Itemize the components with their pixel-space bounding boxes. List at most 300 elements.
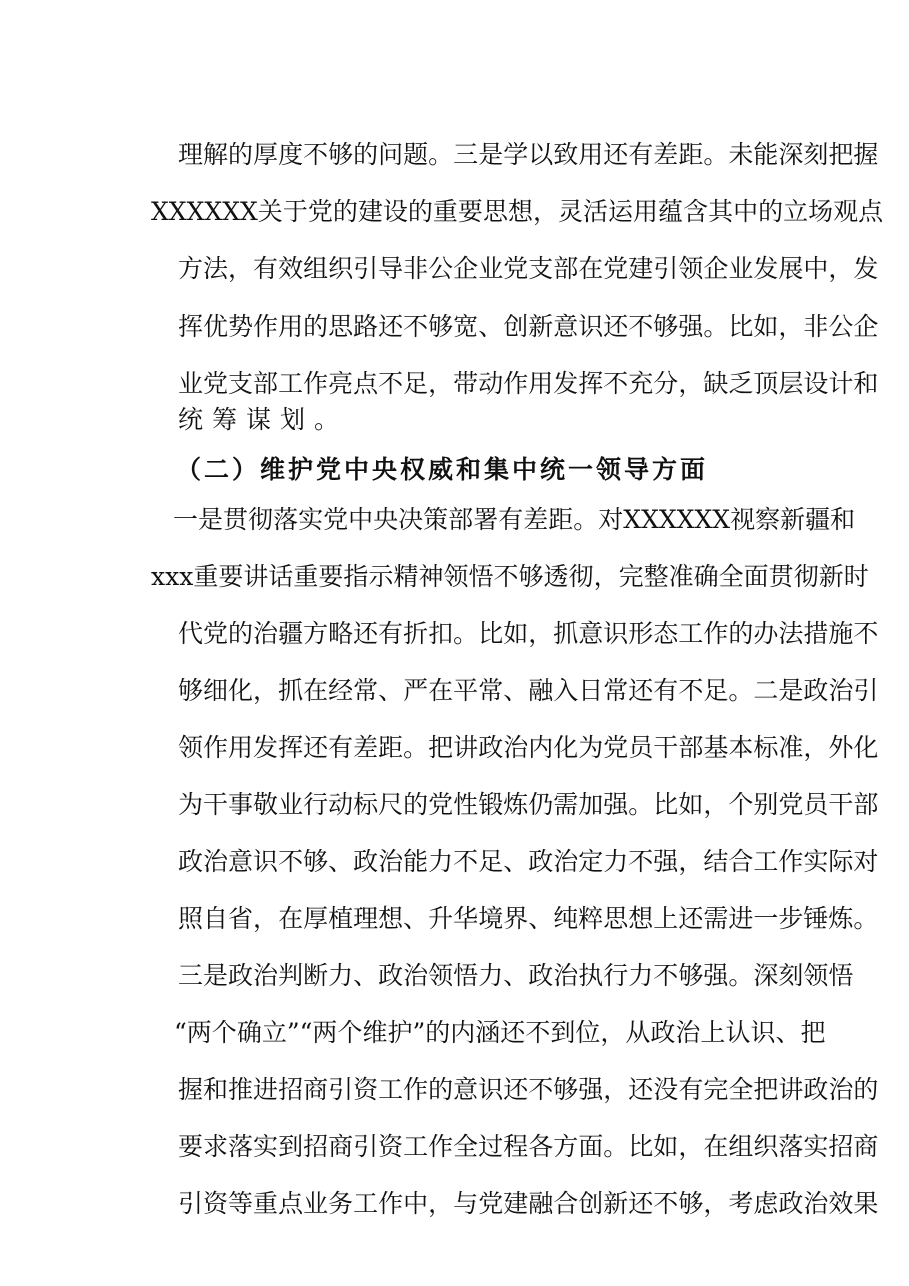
line-glyph: 业 (278, 790, 304, 819)
line-glyph: 施 (828, 619, 854, 648)
line-glyph: 整 (643, 562, 669, 591)
line-glyph: 业 (303, 1189, 329, 1218)
line-glyph: 一 (173, 505, 199, 534)
line-glyph: 商 (853, 1132, 879, 1161)
line-glyph: 要 (457, 197, 483, 226)
line-glyph: 入 (553, 676, 579, 705)
line-glyph: 点 (353, 369, 379, 398)
line-glyph: 深 (778, 140, 804, 169)
line-glyph: 治 (553, 847, 579, 876)
line-glyph: 为 (578, 733, 604, 762)
line-glyph: 部 (448, 505, 474, 534)
line-glyph: 折 (403, 619, 429, 648)
line-glyph: 到 (278, 1132, 304, 1161)
line-glyph: 疆 (278, 619, 304, 648)
line-glyph: 落 (228, 1132, 254, 1161)
line-glyph: 到 (550, 1018, 576, 1047)
line-glyph: 资 (378, 1132, 404, 1161)
line-glyph: 展 (778, 254, 804, 283)
line-glyph: 常 (478, 676, 504, 705)
line-glyph: 。 (573, 505, 599, 534)
line-glyph: 建 (357, 197, 383, 226)
line-glyph: 贯 (768, 562, 794, 591)
line-glyph: 。 (703, 312, 729, 341)
line-glyph: ， (528, 619, 554, 648)
line-glyph: 业 (728, 254, 754, 283)
line-glyph: 的 (303, 312, 329, 341)
line-glyph: 在 (303, 676, 329, 705)
line-glyph: 招 (303, 1132, 329, 1161)
line-glyph: ， (828, 254, 854, 283)
line-glyph: 实 (253, 1132, 279, 1161)
line-glyph: 实 (803, 847, 829, 876)
line-glyph: 新 (528, 312, 554, 341)
line-glyph: 动 (478, 369, 504, 398)
line-glyph: 。 (603, 1132, 629, 1161)
line-glyph: 经 (328, 676, 354, 705)
line-glyph: 够 (178, 676, 204, 705)
line-glyph: 三 (453, 140, 479, 169)
line-glyph: 。 (453, 619, 479, 648)
line-glyph: 化 (553, 733, 579, 762)
line-glyph: 乏 (728, 369, 754, 398)
line-glyph: 够 (678, 961, 704, 990)
line-glyph: 锤 (803, 904, 829, 933)
line-glyph: 干 (828, 790, 854, 819)
line-glyph: 推 (228, 1075, 254, 1104)
line-glyph: 工 (753, 847, 779, 876)
line-glyph: 观 (833, 197, 859, 226)
line-glyph: 尺 (378, 790, 404, 819)
line-glyph: 支 (528, 254, 554, 283)
line-glyph: 创 (503, 312, 529, 341)
line-glyph: 有 (378, 619, 404, 648)
line-glyph: 不 (528, 1075, 554, 1104)
line-glyph: 有 (498, 505, 524, 534)
line-glyph: 与 (453, 1189, 479, 1218)
line-glyph: 政 (650, 1018, 676, 1047)
line-glyph: 还 (503, 1075, 529, 1104)
line-glyph: 思 (328, 312, 354, 341)
paragraph-line (178, 1072, 879, 1108)
line-glyph: 基 (703, 733, 729, 762)
paragraph-line (173, 502, 856, 538)
line-glyph: 非 (803, 312, 829, 341)
line-glyph: 、 (503, 847, 529, 876)
line-glyph: 领 (443, 562, 469, 591)
line-glyph: 、 (353, 961, 379, 990)
line-glyph: 还 (378, 312, 404, 341)
line-glyph: 结 (703, 847, 729, 876)
line-glyph: 不 (378, 369, 404, 398)
line-glyph: 领 (803, 961, 829, 990)
line-glyph: 分 (653, 369, 679, 398)
line-glyph: 政 (478, 733, 504, 762)
line-glyph: 果 (853, 1189, 879, 1218)
line-glyph: 中 (348, 505, 374, 534)
line-glyph: 够 (653, 312, 679, 341)
line-glyph: 有 (628, 140, 654, 169)
line-glyph: 政 (778, 1189, 804, 1218)
line-glyph: 强 (678, 312, 704, 341)
line-glyph: 方 (303, 619, 329, 648)
line-glyph: 照 (178, 904, 204, 933)
line-glyph: 是 (203, 961, 229, 990)
line-glyph: 党 (503, 254, 529, 283)
line-glyph: 导 (378, 254, 404, 283)
line-glyph: 维 (362, 1018, 388, 1047)
line-glyph: 工 (353, 1189, 379, 1218)
line-glyph: 界 (503, 904, 529, 933)
line-glyph: 于 (282, 197, 308, 226)
line-glyph: 对 (853, 847, 879, 876)
line-glyph: 锻 (478, 790, 504, 819)
line-glyph: 效 (278, 254, 304, 283)
line-glyph: 华 (453, 904, 479, 933)
line-glyph: 悟 (828, 961, 854, 990)
line-glyph: 和 (203, 1075, 229, 1104)
line-glyph: 务 (328, 1189, 354, 1218)
line-glyph: 仍 (528, 790, 554, 819)
line-glyph: 察 (755, 505, 781, 534)
line-glyph: 中 (403, 1189, 429, 1218)
line-glyph: 的 (228, 140, 254, 169)
line-glyph: 资 (203, 1189, 229, 1218)
line-glyph: 的 (228, 619, 254, 648)
line-glyph: 不 (493, 562, 519, 591)
line-glyph: 还 (303, 733, 329, 762)
line-glyph: 彻 (793, 562, 819, 591)
line-glyph: 在 (578, 254, 604, 283)
line-glyph: 比 (478, 619, 504, 648)
line-glyph: 化 (228, 676, 254, 705)
line-glyph: 作 (403, 1075, 429, 1104)
line-glyph: 化 (853, 733, 879, 762)
line-glyph: ， (803, 733, 829, 762)
line-glyph: 比 (628, 1132, 654, 1161)
line-glyph: 差 (653, 140, 679, 169)
line-glyph: 境 (478, 904, 504, 933)
line-glyph: 识 (750, 1018, 776, 1047)
line-glyph: 思 (603, 904, 629, 933)
line-glyph: 握 (178, 1075, 204, 1104)
line-glyph: 路 (353, 312, 379, 341)
line-glyph: 方 (553, 1132, 579, 1161)
line-glyph: 、 (478, 312, 504, 341)
line-glyph: 没 (653, 1075, 679, 1104)
line-glyph: 。 (403, 733, 429, 762)
line-glyph: 政 (528, 847, 554, 876)
line-glyph: 不 (278, 847, 304, 876)
line-glyph: 炼 (828, 904, 854, 933)
line-glyph: 力 (328, 961, 354, 990)
line-glyph: 面 (578, 1132, 604, 1161)
line-glyph: 足 (403, 369, 429, 398)
line-glyph: 够 (328, 140, 354, 169)
line-glyph: 常 (353, 676, 379, 705)
line-glyph: 把 (800, 1018, 826, 1047)
line-glyph: 还 (353, 619, 379, 648)
line-glyph: 融 (528, 676, 554, 705)
line-glyph: ， (253, 904, 279, 933)
line-glyph: 点 (278, 1189, 304, 1218)
line-glyph: 事 (228, 790, 254, 819)
line-glyph: 实 (803, 1132, 829, 1161)
line-glyph: 足 (703, 676, 729, 705)
line-glyph: ” (412, 1018, 426, 1047)
line-glyph: 办 (753, 619, 779, 648)
line-glyph: 如 (753, 312, 779, 341)
line-glyph: 个 (728, 790, 754, 819)
line-glyph: 中 (733, 197, 759, 226)
line-glyph: 两 (186, 1018, 212, 1047)
line-glyph: 虑 (753, 1189, 779, 1218)
line-glyph: 常 (603, 676, 629, 705)
line-glyph: 标 (753, 733, 779, 762)
line-glyph: 力 (478, 961, 504, 990)
line-glyph: 政 (178, 847, 204, 876)
line-glyph: 用 (528, 369, 554, 398)
line-glyph: 组 (303, 254, 329, 283)
line-glyph: 还 (603, 312, 629, 341)
line-glyph: 话 (268, 562, 294, 591)
line-glyph: 够 (678, 1189, 704, 1218)
line-glyph: 完 (703, 1075, 729, 1104)
line-glyph: 过 (478, 1132, 504, 1161)
line-glyph: 要 (178, 1132, 204, 1161)
line-glyph: 治 (828, 1075, 854, 1104)
line-glyph: 涵 (475, 1018, 501, 1047)
line-glyph: 如 (678, 790, 704, 819)
line-glyph: 治 (553, 961, 579, 990)
line-glyph: 致 (553, 140, 579, 169)
line-glyph: ， (678, 847, 704, 876)
line-glyph: 政 (803, 1075, 829, 1104)
line-glyph: 进 (728, 904, 754, 933)
line-glyph: 讲 (453, 733, 479, 762)
line-glyph: 准 (668, 562, 694, 591)
line-glyph: 政 (803, 676, 829, 705)
line-glyph: 作 (203, 733, 229, 762)
line-glyph: 用 (278, 312, 304, 341)
line-glyph: 需 (553, 790, 579, 819)
line-glyph: 央 (373, 505, 399, 534)
line-glyph: 程 (503, 1132, 529, 1161)
line-glyph: 发 (553, 369, 579, 398)
line-glyph: 识 (253, 847, 279, 876)
line-glyph: 够 (428, 312, 454, 341)
line-glyph: 悟 (468, 562, 494, 591)
line-glyph: 意 (228, 847, 254, 876)
line-glyph: 形 (628, 619, 654, 648)
line-glyph: 能 (403, 847, 429, 876)
line-glyph: 政 (228, 961, 254, 990)
line-glyph: 是 (478, 140, 504, 169)
line-glyph: 作 (703, 619, 729, 648)
line-glyph: ， (600, 1018, 626, 1047)
line-glyph: 重 (253, 1189, 279, 1218)
line-glyph: 各 (528, 1132, 554, 1161)
line-glyph: 干 (653, 733, 679, 762)
line-glyph: 党 (203, 619, 229, 648)
line-glyph: ， (678, 1132, 704, 1161)
line-glyph: 作 (778, 847, 804, 876)
line-glyph: 还 (628, 1189, 654, 1218)
line-glyph: 上 (653, 904, 679, 933)
line-glyph: 讲 (778, 1075, 804, 1104)
line-glyph: 行 (303, 790, 329, 819)
line-glyph: 能 (753, 140, 779, 169)
line-glyph: 不 (628, 312, 654, 341)
line-glyph: 招 (828, 1132, 854, 1161)
line-glyph: 定 (578, 847, 604, 876)
line-glyph: 公 (828, 312, 854, 341)
line-glyph: 新 (603, 1189, 629, 1218)
line-glyph: 两 (312, 1018, 338, 1047)
line-glyph: 发 (253, 733, 279, 762)
line-glyph: 意 (578, 619, 604, 648)
line-glyph: 对 (598, 505, 624, 534)
line-glyph: ， (253, 676, 279, 705)
line-glyph: 示 (368, 562, 394, 591)
line-glyph: 认 (725, 1018, 751, 1047)
line-glyph: ” (286, 1018, 300, 1047)
line-glyph: 落 (273, 505, 299, 534)
line-glyph: “ (174, 1018, 187, 1047)
line-glyph: 比 (728, 312, 754, 341)
line-glyph: 不 (653, 961, 679, 990)
paragraph-line (178, 958, 854, 994)
line-glyph: 有 (328, 733, 354, 762)
line-glyph: 优 (203, 312, 229, 341)
line-glyph: 用 (633, 197, 659, 226)
line-glyph: 严 (403, 676, 429, 705)
section-heading (176, 452, 709, 488)
paragraph-line (178, 901, 879, 937)
line-glyph: 设 (382, 197, 408, 226)
line-glyph: 考 (728, 1189, 754, 1218)
line-glyph: 党 (778, 790, 804, 819)
line-glyph: 的 (407, 197, 433, 226)
line-glyph: 理 (178, 140, 204, 169)
line-glyph: 等 (228, 1189, 254, 1218)
line-glyph: 不 (653, 1189, 679, 1218)
line-glyph: 思 (482, 197, 508, 226)
paragraph-line (178, 616, 879, 652)
line-glyph: 合 (553, 1189, 579, 1218)
line-glyph: 视 (730, 505, 756, 534)
line-glyph: ， (228, 254, 254, 283)
paragraph-line (178, 844, 879, 880)
line-glyph: 扣 (428, 619, 454, 648)
line-glyph: 引 (353, 1132, 379, 1161)
line-glyph: 挥 (278, 733, 304, 762)
line-glyph: 点 (858, 197, 884, 226)
line-glyph: ， (703, 1189, 729, 1218)
line-glyph: 想 (507, 197, 533, 226)
line-glyph: 党 (203, 369, 229, 398)
line-glyph: 还 (628, 676, 654, 705)
line-glyph: 内 (528, 733, 554, 762)
line-glyph: 省 (228, 904, 254, 933)
line-glyph: 悟 (453, 961, 479, 990)
line-glyph: ， (703, 790, 729, 819)
line-glyph: 治 (253, 619, 279, 648)
line-glyph: 意 (553, 312, 579, 341)
line-glyph: 全 (728, 1075, 754, 1104)
line-glyph: 距 (548, 505, 574, 534)
line-glyph: 工 (678, 619, 704, 648)
line-glyph: 治 (403, 961, 429, 990)
line-glyph: xxx (151, 562, 194, 591)
line-glyph: 带 (453, 369, 479, 398)
line-glyph: 敬 (253, 790, 279, 819)
line-glyph: 植 (328, 904, 354, 933)
line-glyph: 部 (253, 369, 279, 398)
line-glyph: 的 (353, 140, 379, 169)
line-glyph: 立 (261, 1018, 287, 1047)
line-glyph: 是 (198, 505, 224, 534)
line-glyph: 的 (403, 790, 429, 819)
line-glyph: ， (603, 1075, 629, 1104)
line-glyph: 企 (453, 254, 479, 283)
line-glyph: 作 (303, 369, 329, 398)
line-glyph: 、 (503, 961, 529, 990)
line-glyph: 计 (828, 369, 854, 398)
line-glyph: 还 (603, 140, 629, 169)
line-glyph: 重 (432, 197, 458, 226)
line-glyph: 升 (428, 904, 454, 933)
line-glyph: 性 (453, 790, 479, 819)
line-glyph: 纯 (553, 904, 579, 933)
line-glyph: 以 (528, 140, 554, 169)
line-glyph: 作 (378, 1189, 404, 1218)
line-glyph: 如 (503, 619, 529, 648)
paragraph-line (174, 1015, 826, 1051)
line-glyph: 透 (543, 562, 569, 591)
line-glyph: 实 (298, 505, 324, 534)
line-glyph: 未 (728, 140, 754, 169)
line-glyph: 刻 (778, 961, 804, 990)
line-glyph: 部 (678, 733, 704, 762)
line-glyph: 强 (578, 1075, 604, 1104)
line-glyph: 厚 (253, 140, 279, 169)
line-glyph: 讲 (243, 562, 269, 591)
line-glyph: 组 (728, 1132, 754, 1161)
line-glyph: 治 (378, 847, 404, 876)
line-glyph: 发 (753, 254, 779, 283)
line-glyph: 是 (778, 676, 804, 705)
line-glyph: “ (299, 1018, 313, 1047)
line-glyph: 织 (328, 254, 354, 283)
line-glyph: 新 (780, 505, 806, 534)
paragraph-line (178, 366, 879, 402)
line-glyph: 彻 (568, 562, 594, 591)
line-glyph: 效 (828, 1189, 854, 1218)
line-glyph: 、 (328, 847, 354, 876)
line-glyph: 建 (503, 1189, 529, 1218)
line-glyph: 运 (608, 197, 634, 226)
line-glyph: 不 (303, 140, 329, 169)
line-glyph: 意 (453, 1075, 479, 1104)
line-glyph: 亮 (328, 369, 354, 398)
line-glyph: 别 (753, 790, 779, 819)
line-glyph: 员 (803, 790, 829, 819)
line-glyph: 含 (683, 197, 709, 226)
line-glyph: 精 (393, 562, 419, 591)
line-glyph: 蕴 (658, 197, 684, 226)
paragraph-line (178, 309, 879, 345)
